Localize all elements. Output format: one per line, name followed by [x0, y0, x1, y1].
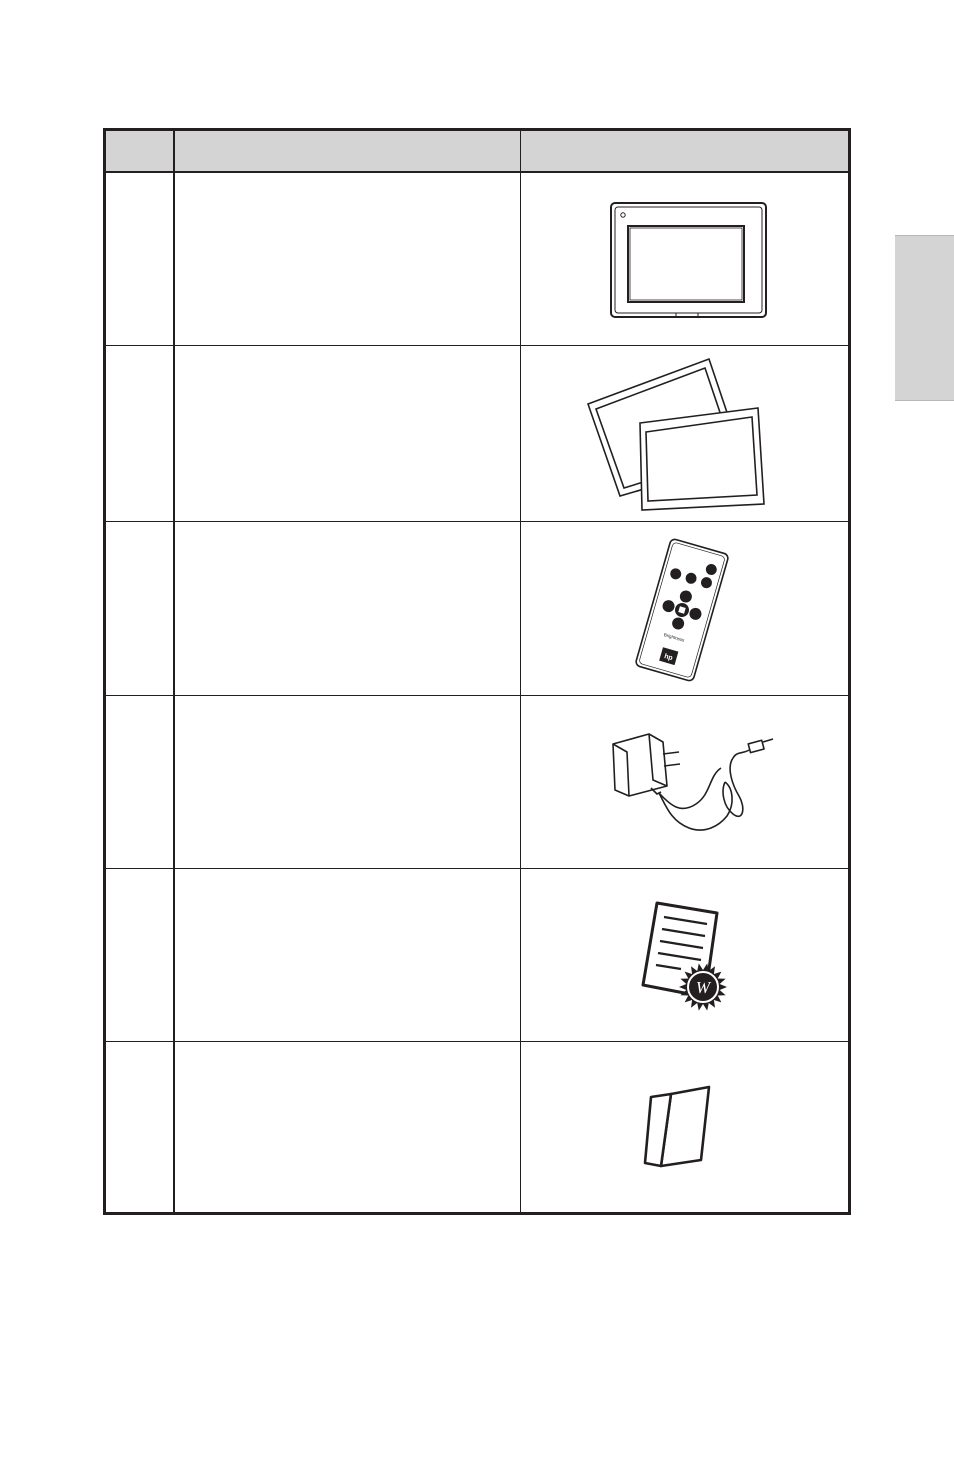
item-image [521, 173, 848, 346]
remote-dpad-caption: Brightness [663, 632, 686, 643]
header-item-number [106, 131, 173, 171]
item-image [521, 346, 848, 522]
item-number [106, 696, 173, 869]
item-number [106, 522, 173, 696]
frame-borders-icon [521, 346, 848, 521]
item-description [175, 346, 520, 522]
table-row [106, 346, 848, 522]
section-side-tab [895, 235, 954, 401]
warranty-badge-letter: W [695, 978, 711, 997]
quick-start-guide-icon [521, 1042, 848, 1212]
photo-frame-icon [521, 173, 848, 345]
table-row [106, 522, 848, 696]
item-image [521, 522, 848, 696]
item-description [175, 869, 520, 1042]
column-divider [520, 131, 521, 1212]
table-row [106, 173, 848, 346]
remote-control-icon [521, 522, 848, 695]
item-description [175, 173, 520, 346]
item-number [106, 869, 173, 1042]
item-description [175, 1042, 520, 1212]
column-divider [173, 131, 175, 1212]
package-contents-table [103, 128, 851, 1215]
hp-logo: hp [663, 653, 674, 663]
table-row [106, 696, 848, 869]
item-image [521, 696, 848, 869]
table-row [106, 869, 848, 1042]
item-image [521, 1042, 848, 1212]
item-image [521, 869, 848, 1042]
table-row [106, 1042, 848, 1212]
item-description [175, 696, 520, 869]
item-number [106, 1042, 173, 1212]
header-image [521, 131, 848, 171]
item-description [175, 522, 520, 696]
item-number [106, 173, 173, 346]
table-header [106, 131, 848, 173]
header-description [175, 131, 520, 171]
warranty-card-icon [521, 869, 848, 1041]
power-adapter-icon [521, 696, 848, 868]
item-number [106, 346, 173, 522]
